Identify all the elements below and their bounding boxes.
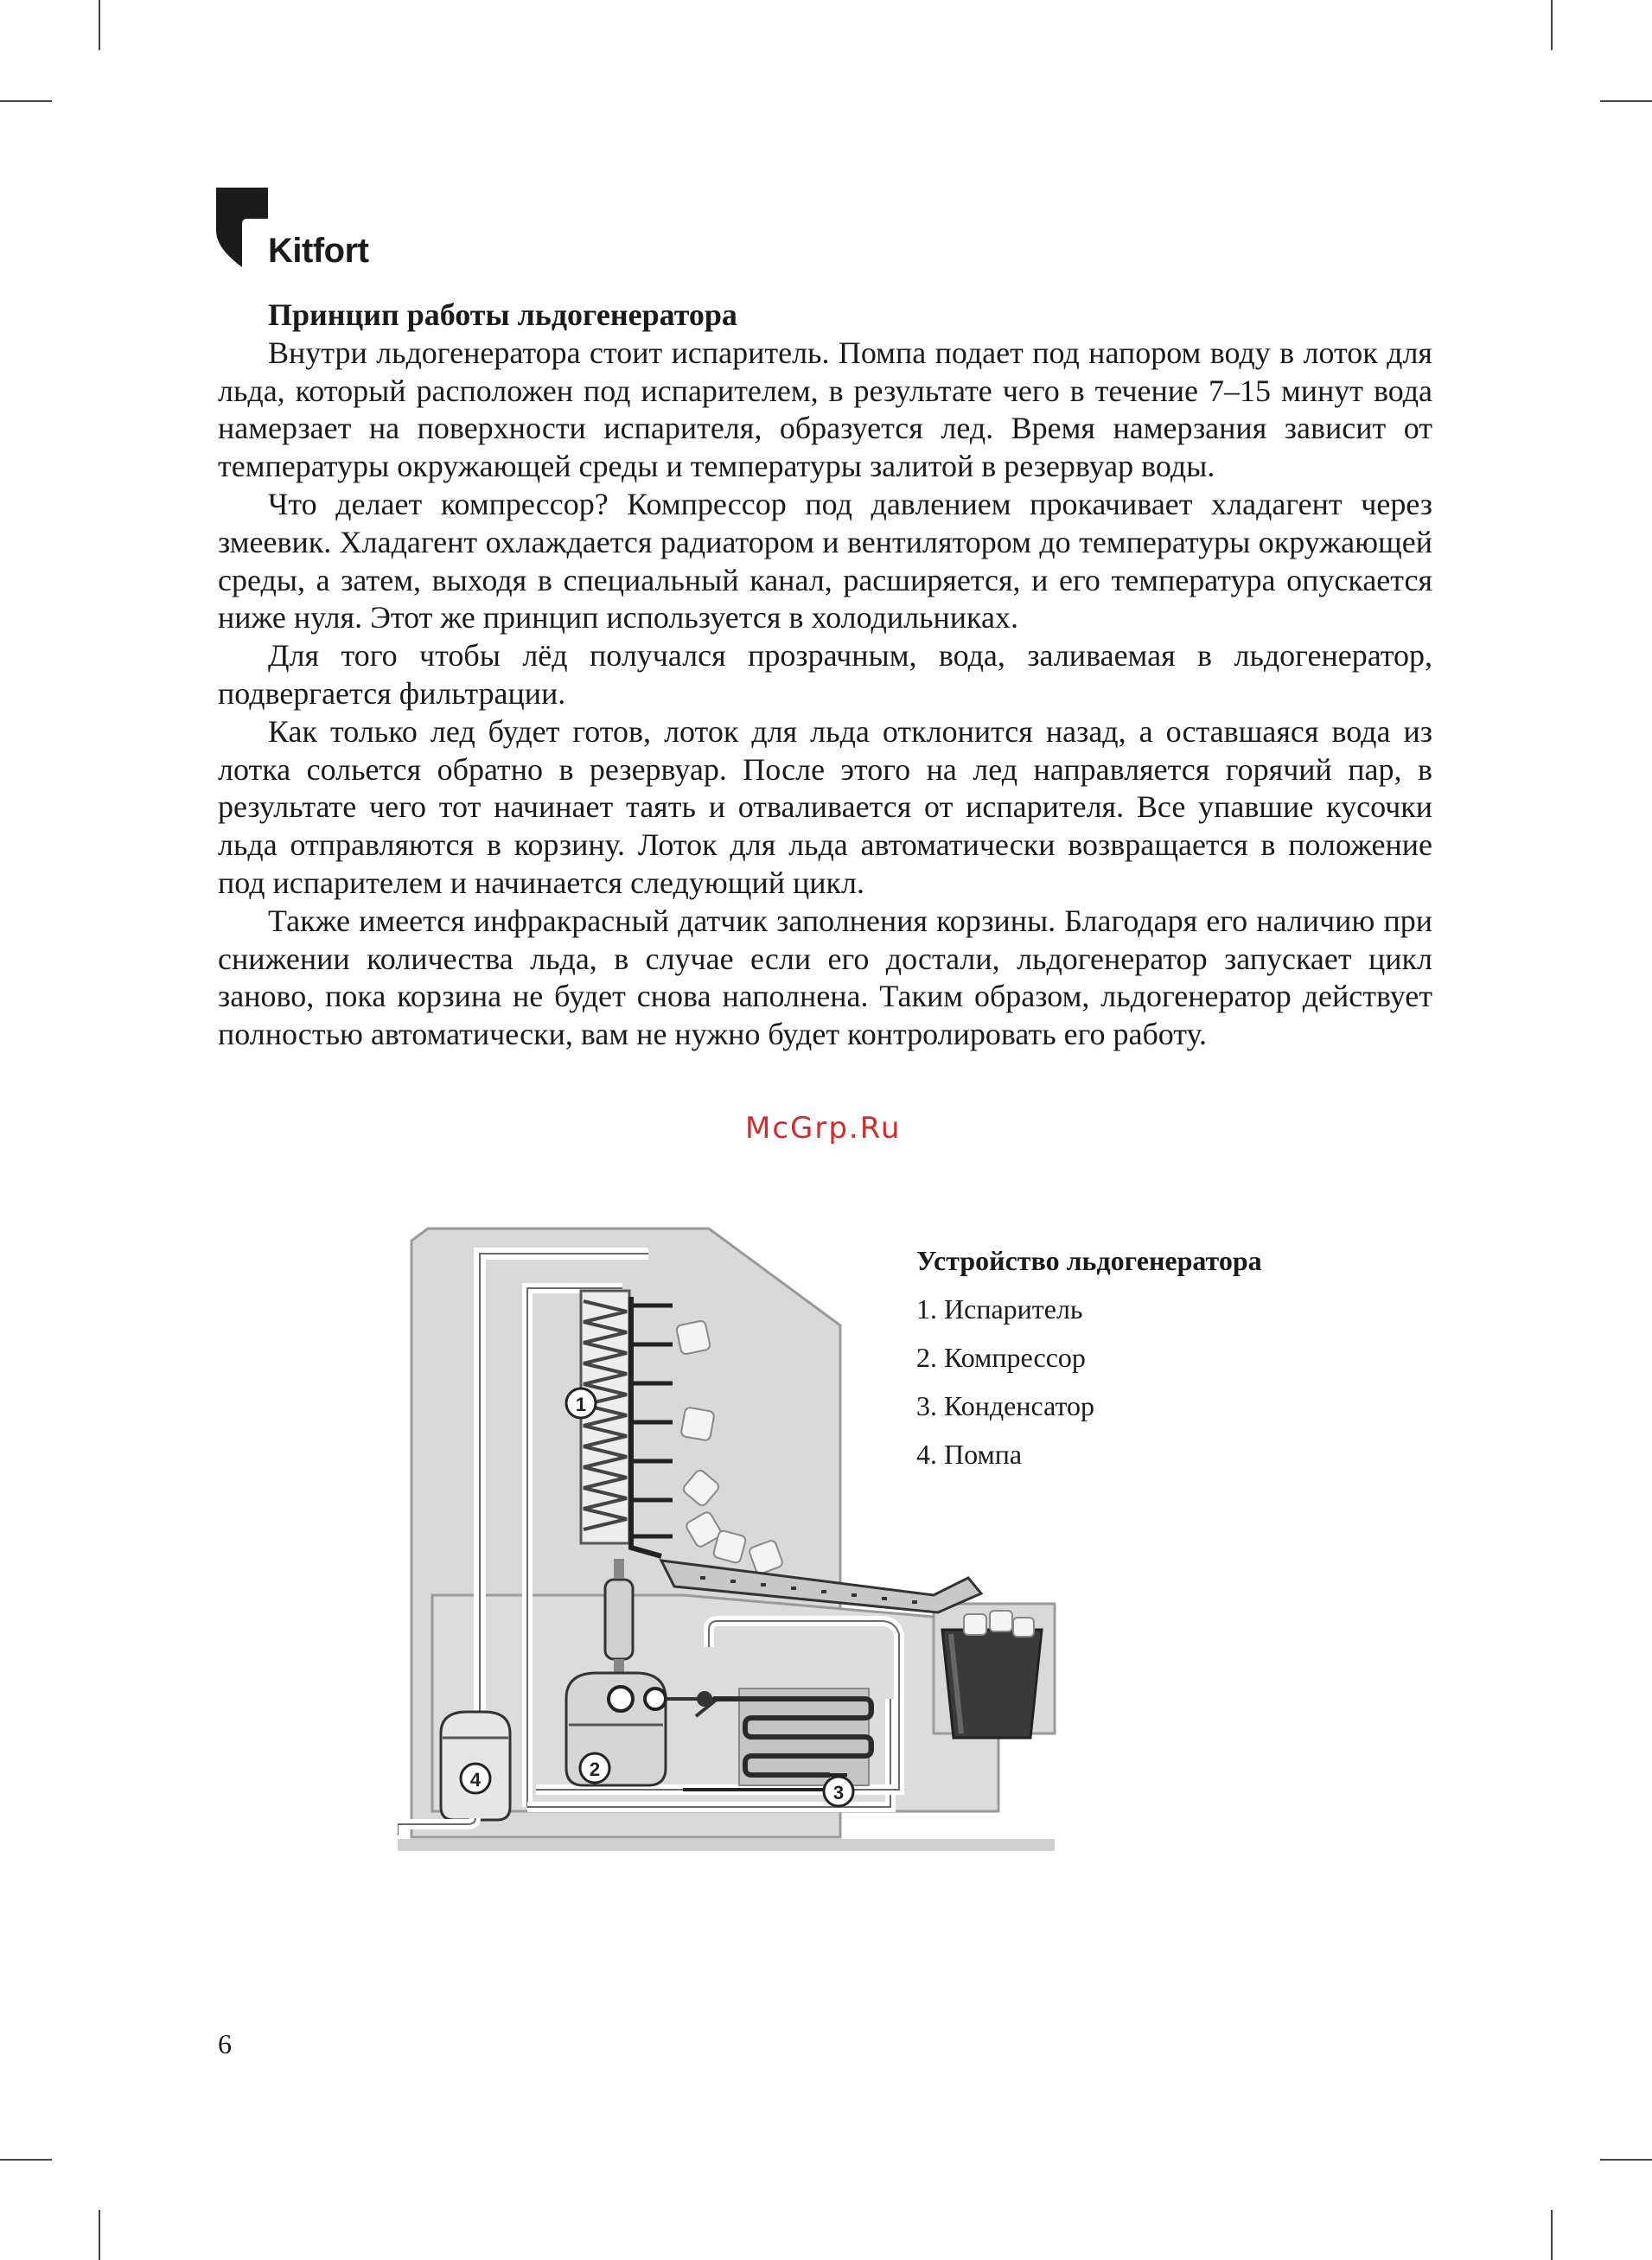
legend-item: 1. Испаритель	[916, 1293, 1083, 1325]
callout-2	[580, 1753, 609, 1783]
legend-item: 3. Конденсатор	[916, 1390, 1095, 1421]
callout-label: 1	[575, 1394, 587, 1415]
watermark: McGrp.Ru	[745, 1111, 902, 1146]
crop-mark	[0, 100, 52, 102]
base	[398, 1839, 1055, 1851]
valve	[697, 1691, 712, 1707]
callout-label: 2	[589, 1759, 601, 1780]
brand-name: Kitfort	[268, 232, 369, 270]
crop-mark	[1551, 0, 1553, 50]
diagram-legend	[916, 1236, 1262, 1478]
main-text	[218, 297, 1432, 1054]
paragraph: Для того чтобы лёд получался прозрачным, вода, заливаемая в льдогенератор, подвергается фильтрации.	[218, 638, 1432, 711]
crop-mark	[1551, 2210, 1553, 2260]
callout-4	[461, 1764, 490, 1793]
ice-cube	[680, 1407, 714, 1440]
callout-1	[566, 1389, 596, 1418]
compressor-port	[609, 1687, 633, 1711]
paragraph: Как только лед будет готов, лоток для льда отклонится назад, а оставшаяся вода из лотка сольется обратно в резервуар. После этого на лед направляется горячий пар, в результате чего тот начинает таять и отваливается от испарителя. Все упавшие кусочки льда отправляются в корзину. Лоток для льда автоматически возвращается в положение под испарителем и начинается следующий цикл.	[218, 713, 1432, 900]
section-title: Принцип работы льдогенератора	[268, 297, 737, 332]
ice-cube	[1013, 1618, 1034, 1637]
paragraph: Также имеется инфракрасный датчик заполнения корзины. Благодаря его наличию при снижении количества льда, в случае если его достали, льдогенератор запускает цикл заново, пока корзина не будет снова наполнена. Таким образом, льдогенератор действует полностью автоматически, вам не нужно будет контролировать его работу.	[218, 903, 1432, 1052]
callout-3	[824, 1777, 853, 1806]
compressor-port	[645, 1689, 666, 1709]
callout-label: 3	[832, 1782, 845, 1804]
crop-mark	[1600, 2159, 1652, 2161]
paragraph: Что делает компрессор? Компрессор под давлением прокачивает хладагент через змеевик. Хладагент охлаждается радиатором и вентилятором до температуры окружающей среды, а затем, выходя в специальный канал, расширяется, и его температура опускается ниже нуля. Этот же принцип используется в холодильниках.	[218, 486, 1432, 635]
page-number: 6	[218, 2028, 232, 2059]
ice-cube	[712, 1529, 746, 1563]
crop-mark	[1600, 100, 1652, 102]
paragraph: Внутри льдогенератора стоит испаритель. Помпа подает под напором воду в лоток для льда, который расположен под испарителем, в результате чего в течение 7–15 минут вода намерзает на поверхности испарителя, образуется лед. Время намерзания зависит от температуры окружающей среды и температуры залитой в резервуар воды.	[218, 335, 1432, 484]
callout-label: 4	[469, 1769, 482, 1791]
ice-cube	[990, 1611, 1012, 1631]
ice-cube	[964, 1614, 986, 1635]
legend-item: 4. Помпа	[916, 1439, 1023, 1470]
legend-title: Устройство льдогенератора	[916, 1245, 1262, 1276]
filter	[605, 1580, 633, 1659]
legend-item: 2. Компрессор	[916, 1342, 1086, 1373]
kitfort-logo-icon	[216, 188, 268, 267]
crop-mark	[0, 2159, 52, 2161]
crop-mark	[99, 0, 100, 50]
lower-chamber	[432, 1595, 998, 1811]
crop-mark	[99, 2210, 100, 2260]
filter	[614, 1559, 624, 1578]
ice-cube	[676, 1320, 711, 1355]
